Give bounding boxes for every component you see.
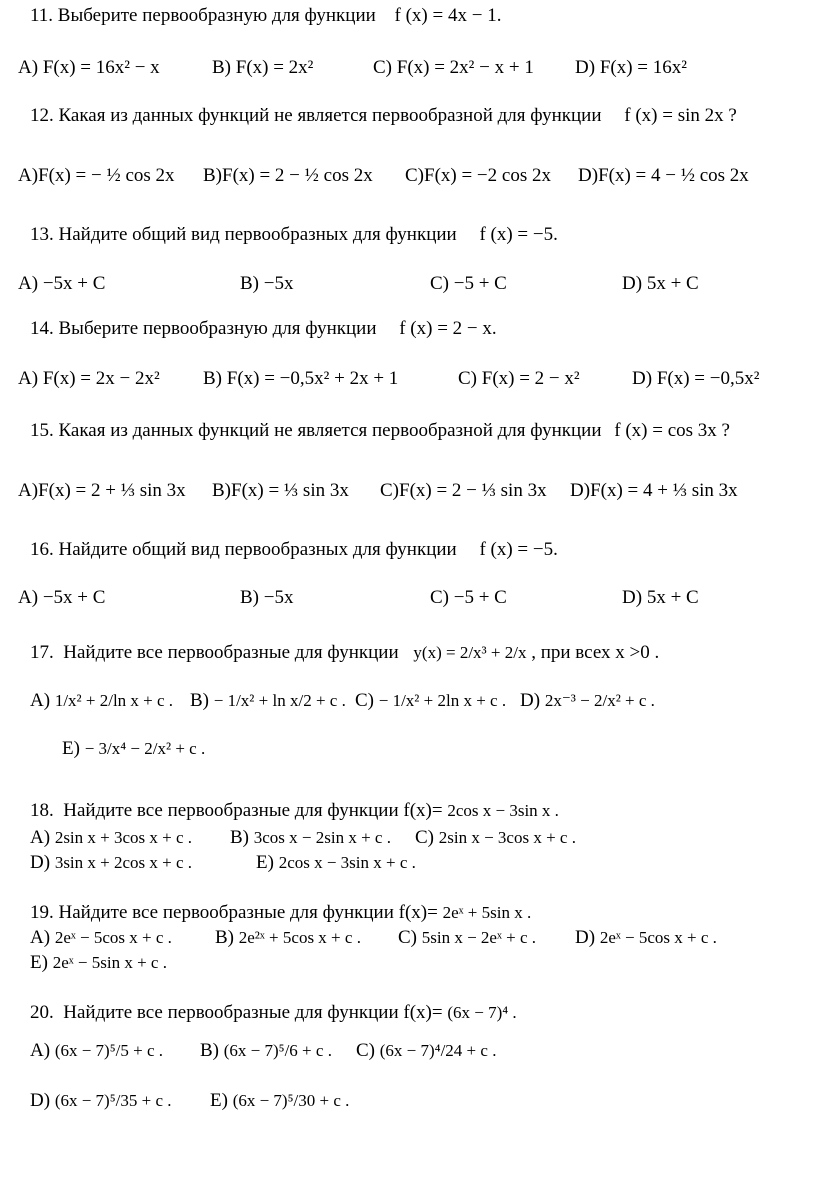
option-16-c[interactable]: C) −5 + C: [430, 587, 507, 608]
option-14-d[interactable]: D) F(x) = −0,5x²: [632, 368, 760, 389]
option-17-c[interactable]: C) − 1/x² + 2ln x + c .: [355, 690, 507, 711]
option-17-d[interactable]: D) 2x⁻³ − 2/x² + c .: [520, 690, 655, 711]
option-20-b[interactable]: B) (6x − 7)⁵/6 + c .: [200, 1040, 332, 1061]
option-18-a[interactable]: A) 2sin x + 3cos x + c .: [30, 827, 193, 848]
option-16-d[interactable]: D) 5x + C: [622, 587, 699, 608]
option-11-d[interactable]: D) F(x) = 16x²: [575, 57, 687, 78]
question-11: [30, 5, 501, 27]
question-number: 11.: [30, 5, 54, 26]
option-15-b[interactable]: B)F(x) = ⅓ sin 3x: [212, 480, 349, 501]
option-20-d[interactable]: D) (6x − 7)⁵/35 + c .: [30, 1090, 172, 1111]
option-16-a[interactable]: A) −5x + C: [18, 587, 106, 608]
option-13-c[interactable]: C) −5 + C: [430, 273, 507, 294]
option-12-c[interactable]: C)F(x) = −2 cos 2x: [405, 165, 551, 186]
question-formula: f (x) = 4x − 1.: [394, 5, 502, 26]
option-20-a[interactable]: A) (6x − 7)⁵/5 + c .: [30, 1040, 164, 1061]
option-18-e[interactable]: E) 2cos x − 3sin x + c .: [256, 852, 416, 873]
option-15-d[interactable]: D)F(x) = 4 + ⅓ sin 3x: [570, 480, 738, 501]
option-19-b[interactable]: B) 2e²ˣ + 5cos x + c .: [215, 927, 361, 948]
option-14-b[interactable]: B) F(x) = −0,5x² + 2x + 1: [203, 368, 399, 389]
question-19: 19. Найдите все первообразные для функции f(x)= 2eˣ + 5sin x .: [30, 902, 532, 923]
option-17-e[interactable]: E) − 3/x⁴ − 2/x² + c .: [62, 738, 206, 759]
option-14-a[interactable]: A) F(x) = 2x − 2x²: [18, 368, 160, 389]
option-19-d[interactable]: D) 2eˣ − 5cos x + c .: [575, 927, 717, 948]
option-19-c[interactable]: C) 5sin x − 2eˣ + c .: [398, 927, 537, 948]
question-18: 18. Найдите все первообразные для функции f(x)= 2cos x − 3sin x .: [30, 800, 559, 821]
question-20: 20. Найдите все первообразные для функции f(x)= (6x − 7)⁴ .: [30, 1002, 517, 1023]
question-15: 15. Какая из данных функций не является первообразной для функции f (x) = cos 3x ?: [30, 420, 730, 441]
option-18-d[interactable]: D) 3sin x + 2cos x + c .: [30, 852, 193, 873]
option-17-b[interactable]: B) − 1/x² + ln x/2 + c .: [190, 690, 346, 711]
option-16-b[interactable]: B) −5x: [240, 587, 294, 608]
question-13: 13. Найдите общий вид первообразных для функции f (x) = −5.: [30, 224, 558, 245]
question-text: Выберите первообразную для функции: [57, 5, 376, 26]
option-17-a[interactable]: A) 1/x² + 2/ln x + c .: [30, 690, 174, 711]
option-13-a[interactable]: A) −5x + C: [18, 273, 106, 294]
option-20-e[interactable]: E) (6x − 7)⁵/30 + c .: [210, 1090, 350, 1111]
question-17: 17. Найдите все первообразные для функции y(x) = 2/x³ + 2/x , при всех x >0 .: [30, 642, 660, 663]
question-12: 12. Какая из данных функций не является первообразной для функции f (x) = sin 2x ?: [30, 105, 737, 126]
question-16: 16. Найдите общий вид первообразных для функции f (x) = −5.: [30, 539, 558, 560]
question-14: 14. Выберите первообразную для функции f (x) = 2 − x.: [30, 318, 497, 339]
option-12-a[interactable]: A)F(x) = − ½ cos 2x: [18, 165, 175, 186]
option-15-a[interactable]: A)F(x) = 2 + ⅓ sin 3x: [18, 480, 186, 501]
option-20-c[interactable]: C) (6x − 7)⁴/24 + c .: [356, 1040, 497, 1061]
option-13-b[interactable]: B) −5x: [240, 273, 294, 294]
option-12-d[interactable]: D)F(x) = 4 − ½ cos 2x: [578, 165, 749, 186]
option-13-d[interactable]: D) 5x + C: [622, 273, 699, 294]
option-11-c[interactable]: C) F(x) = 2x² − x + 1: [373, 57, 534, 78]
option-15-c[interactable]: C)F(x) = 2 − ⅓ sin 3x: [380, 480, 547, 501]
option-18-b[interactable]: B) 3cos x − 2sin x + c .: [230, 827, 391, 848]
option-19-e[interactable]: E) 2eˣ − 5sin x + c .: [30, 952, 167, 973]
option-12-b[interactable]: B)F(x) = 2 − ½ cos 2x: [203, 165, 373, 186]
option-11-b[interactable]: B) F(x) = 2x²: [212, 57, 314, 78]
option-14-c[interactable]: C) F(x) = 2 − x²: [458, 368, 580, 389]
option-11-a[interactable]: A) F(x) = 16x² − x: [18, 57, 160, 78]
option-19-a[interactable]: A) 2eˣ − 5cos x + c .: [30, 927, 172, 948]
option-18-c[interactable]: C) 2sin x − 3cos x + c .: [415, 827, 576, 848]
